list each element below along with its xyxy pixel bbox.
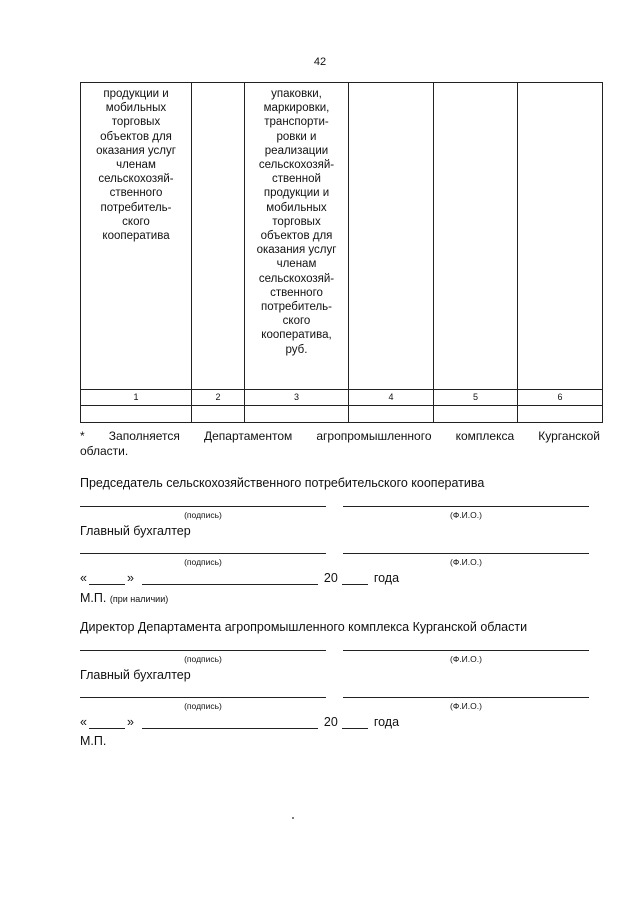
signature-caption: (подпись) (184, 654, 222, 664)
cell-line: торговых (111, 116, 161, 129)
seal-label: М.П. (80, 591, 107, 605)
month-blank[interactable] (142, 572, 318, 585)
cell-line: оказания услуг (256, 244, 337, 257)
chief-accountant-label: Главный бухгалтер (80, 668, 191, 682)
table-cell-empty (192, 406, 245, 423)
table-row (81, 83, 603, 390)
footnote-word: агропромышленного (316, 429, 432, 443)
accountant-name-line[interactable] (343, 697, 589, 698)
year-suffix: года (373, 715, 400, 729)
accountant-signature-line[interactable] (80, 697, 326, 698)
director-signature-line[interactable] (80, 650, 326, 651)
quote-open: « (80, 715, 87, 729)
table-cell-empty (518, 406, 603, 423)
cell-line: сельскохозяй- (258, 159, 335, 172)
cell-line: сельскохозяй- (98, 173, 174, 186)
signature-caption: (подпись) (184, 510, 222, 520)
name-caption: (Ф.И.О.) (450, 510, 482, 520)
cell-line: ского (282, 315, 311, 328)
page-number: 42 (313, 56, 327, 68)
table-cell-empty (81, 406, 192, 423)
accountant-signature-line[interactable] (80, 553, 326, 554)
cell-line: кооператива (102, 230, 170, 243)
cell-line: руб. (285, 343, 308, 356)
cell-line: потребитель- (100, 201, 172, 214)
cell-line: ровки и (276, 130, 317, 143)
column-number-row (81, 390, 603, 406)
column-number: 2 (192, 390, 245, 406)
year-prefix: 20 (323, 715, 338, 729)
cell-line: ственного (109, 187, 163, 200)
seal-placeholder (80, 591, 168, 605)
chief-accountant-label: Главный бухгалтер (80, 524, 191, 538)
name-caption: (Ф.И.О.) (450, 701, 482, 711)
table-cell-col-2 (192, 83, 245, 390)
cell-line: маркировки, (263, 102, 330, 115)
day-blank[interactable] (89, 572, 125, 585)
cell-line: ственной (272, 173, 321, 186)
year-blank[interactable] (342, 572, 368, 585)
quote-close: » (126, 571, 134, 585)
cell-line: членам (116, 159, 156, 172)
cell-line: оказания услуг (96, 144, 176, 157)
quote-open: « (80, 571, 87, 585)
month-blank[interactable] (142, 716, 318, 729)
table-cell-empty (349, 406, 434, 423)
table-cell-col-6 (518, 83, 603, 390)
cell-line: мобильных (105, 102, 167, 115)
table-cell-empty (245, 406, 349, 423)
cell-line: ского (122, 215, 150, 228)
table-cell-col-1 (81, 83, 192, 390)
table-row (81, 406, 603, 423)
table-cell-empty (434, 406, 518, 423)
accountant-name-line[interactable] (343, 553, 589, 554)
date-line (80, 571, 399, 585)
quote-close: » (126, 715, 134, 729)
year-blank[interactable] (342, 716, 368, 729)
cell-line: ственного (270, 286, 323, 299)
cell-line: членам (276, 258, 317, 271)
chairman-name-line[interactable] (343, 506, 589, 507)
table-cell-col-4 (349, 83, 434, 390)
year-suffix: года (373, 571, 400, 585)
column-number: 4 (349, 390, 434, 406)
cell-line: упаковки, (271, 88, 322, 100)
year-prefix: 20 (323, 571, 338, 585)
col3-text (245, 83, 348, 357)
col1-text (81, 83, 191, 243)
cell-line: сельскохозяй- (258, 272, 335, 285)
footnote-word: Курганской (538, 429, 600, 443)
chairman-signature-line[interactable] (80, 506, 326, 507)
signature-caption: (подпись) (184, 701, 222, 711)
director-name-line[interactable] (343, 650, 589, 651)
footnote (80, 429, 600, 459)
seal-note: (при наличии) (109, 594, 169, 604)
column-number: 3 (245, 390, 349, 406)
column-number: 5 (434, 390, 518, 406)
scan-speck (292, 817, 294, 819)
cell-line: торговых (272, 215, 321, 228)
table-cell-col-3 (245, 83, 349, 390)
report-table (80, 82, 603, 423)
seal-placeholder (80, 734, 106, 748)
cell-line: кооператива, (261, 329, 332, 342)
cell-line: потребитель- (261, 301, 332, 314)
cell-line: транспорти- (264, 116, 329, 129)
footnote-marker: * (80, 429, 85, 443)
cell-line: реализации (264, 144, 329, 157)
date-line (80, 715, 399, 729)
cooperative-chairman-heading: Председатель сельскохозяйственного потребительского кооператива (80, 476, 485, 490)
signature-caption: (подпись) (184, 557, 222, 567)
footnote-word: Департаментом (203, 429, 293, 443)
name-caption: (Ф.И.О.) (450, 654, 482, 664)
table-cell-col-5 (434, 83, 518, 390)
footnote-word: Заполняется (108, 429, 180, 443)
column-number: 6 (518, 390, 603, 406)
footnote-end: области. (80, 444, 129, 458)
cell-line: объектов для (100, 130, 172, 143)
seal-label: М.П. (80, 734, 107, 748)
day-blank[interactable] (89, 716, 125, 729)
footnote-word: комплекса (455, 429, 515, 443)
cell-line: продукции и (103, 88, 169, 100)
cell-line: продукции и (263, 187, 330, 200)
footnote-line (80, 429, 600, 444)
cell-line: объектов для (260, 230, 333, 243)
cell-line: мобильных (266, 201, 327, 214)
name-caption: (Ф.И.О.) (450, 557, 482, 567)
department-director-heading: Директор Департамента агропромышленного комплекса Курганской области (80, 620, 528, 634)
column-number: 1 (81, 390, 192, 406)
